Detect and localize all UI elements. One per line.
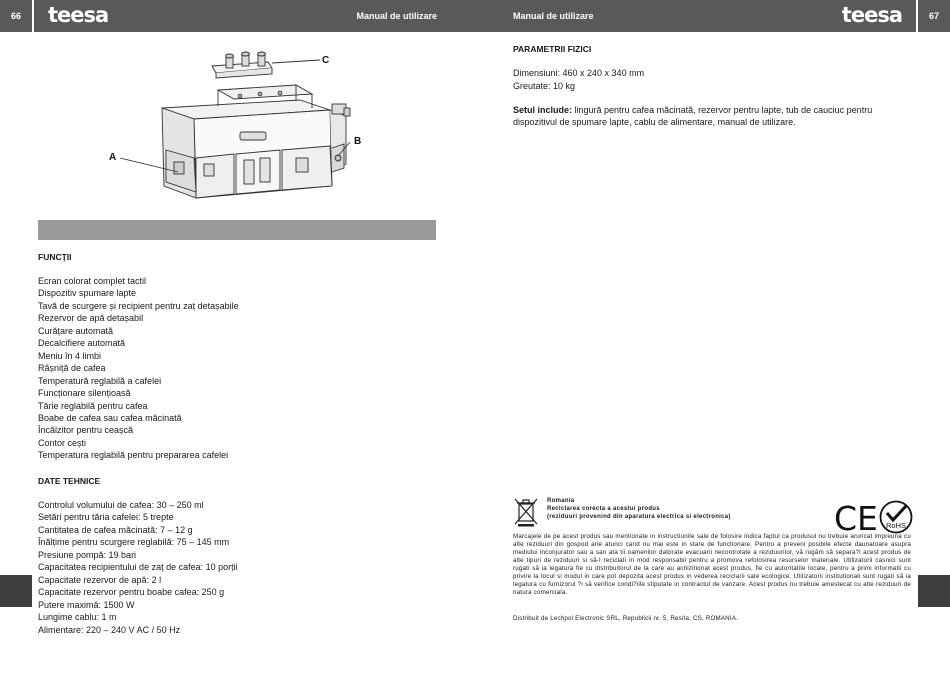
list-item: Încălzitor pentru ceașcă [38, 425, 134, 436]
list-item: Lungime cablu: 1 m [38, 612, 117, 623]
list-item: Boabe de cafea sau cafea măcinată [38, 412, 182, 423]
technical-list [38, 499, 238, 636]
page-number-right: 67 [918, 0, 950, 32]
list-item: Rezervor de apă detașabil [38, 313, 144, 324]
header-left [34, 0, 475, 32]
distributor-text: Distribuit de Lechpol Electronic SRL, Republicii nr. 5, Resita, CS, ROMANIA. [513, 615, 738, 622]
list-item: Dispozitiv spumare lapte [38, 288, 137, 299]
list-item: Cantitatea de cafea măcinată: 7 – 12 g [38, 524, 193, 535]
section-divider-bar [38, 220, 436, 240]
recycling-subtitle: (reziduuri provenind din aparatura electrica si electronica) [547, 514, 731, 520]
side-tab-right [918, 575, 950, 607]
recycling-heading [547, 497, 731, 521]
list-item: Capacitatea recipientului de zaț de cafea: 10 porții [38, 562, 238, 573]
header-title-left: Manual de utilizare [356, 11, 437, 21]
functions-heading: FUNCȚII [38, 252, 72, 262]
machine-illustration [100, 46, 376, 214]
dimensions-text: Dimensiuni: 460 x 240 x 340 mm [513, 68, 645, 78]
recycling-country: Romania [547, 498, 575, 504]
ce-mark-icon [833, 499, 878, 538]
list-item: Decalcifiere automată [38, 338, 126, 349]
label-b: B [354, 136, 362, 147]
list-item: Controlul volumului de cafea: 30 – 250 ml [38, 500, 204, 510]
ce-mark-text: CE [834, 499, 878, 538]
weight-text: Greutate: 10 kg [513, 81, 576, 91]
brand-logo-left: teesa [48, 3, 109, 27]
list-item: Ecran colorat complet tactil [38, 276, 147, 286]
list-item: Temperatura reglabilă pentru prepararea cafelei [38, 450, 229, 461]
list-item: Meniu în 4 limbi [38, 350, 102, 361]
list-item: Temperatură reglabilă a cafelei [38, 375, 162, 386]
side-tab-left [0, 575, 32, 607]
header-right [475, 0, 916, 32]
recycling-body: Marcajele de pe acest produs sau mentionate in instructiunile sale de folosire indica faptul ca produsul nu trebuie aruncat impreuna cu alte reziduuri din gospod arie atunci cand nu mai este in stare de functionare. Pentru a preveni posibile efecte daunatoare asupra mediului inconjurator sau a san ata tii oamenilor datorate evacuarii necontrolate a reziduurilor, vă rugăm să separa?i acest produs de alte tipuri de reziduuri si să-l reciclati in mod responsabil pentru a promova refolosirea resurselor materiale. Utilizatorii casnici sunt rugati să ia legatura fie cu distribuitorul de la care au achizitionat acest produs, fie cu autoritatile locale, pentru a primi informatii cu privire la locul si modul in care pot depozita acest produs in vederea reciclarii sale ecologice. Utilizatorii institutionali sunt rugati să ia legatura cu furnizorul ?i să verifice condi?iile stipulate in contractul de vanzare. Acest produs nu trebuie amestecat cu alte reziduuri de natura comerciala. [513, 533, 911, 597]
rohs-text: RoHS [885, 521, 907, 530]
list-item: Alimentare: 220 – 240 V AC / 50 Hz [38, 624, 181, 635]
page-number-left: 66 [0, 0, 32, 32]
technical-heading: DATE TEHNICE [38, 476, 101, 486]
label-c: C [322, 55, 330, 66]
list-item: Capacitate rezervor pentru boabe cafea: 250 g [38, 587, 225, 598]
list-item: Presiune pompă: 19 bari [38, 549, 137, 560]
label-a: A [109, 152, 117, 163]
list-item: Putere maximă: 1500 W [38, 599, 135, 610]
set-includes [513, 104, 913, 129]
rohs-icon [879, 500, 913, 534]
list-item: Râșniță de cafea [38, 363, 106, 374]
physical-heading: PARAMETRII FIZICI [513, 44, 592, 54]
recycling-title: Reciclarea corecta a acestui produs [547, 506, 660, 512]
set-includes-label: Setul include: [513, 105, 573, 115]
list-item: Curățare automată [38, 325, 114, 336]
list-item: Tavă de scurgere și recipient pentru zaț detașabile [38, 300, 239, 311]
set-includes-text: lingură pentru cafea măcinată, rezervor pentru lapte, tub de cauciuc pentru dispozitivul de spumare lapte, cablu de alimentare, manual de utilizare. [513, 105, 873, 128]
header-title-right: Manual de utilizare [513, 11, 594, 21]
list-item: Contor cești [38, 437, 87, 448]
list-item: Înălțime pentru scurgere reglabilă: 75 – 145 mm [38, 537, 230, 548]
list-item: Funcționare silențioasă [38, 388, 131, 399]
functions-list [38, 275, 239, 462]
list-item: Setări pentru tăria cafelei: 5 trepte [38, 512, 174, 523]
crossed-bin-icon [513, 497, 539, 527]
brand-logo-right: teesa [841, 3, 902, 27]
list-item: Capacitate rezervor de apă: 2 l [38, 574, 162, 585]
list-item: Tărie reglabilă pentru cafea [38, 400, 148, 411]
